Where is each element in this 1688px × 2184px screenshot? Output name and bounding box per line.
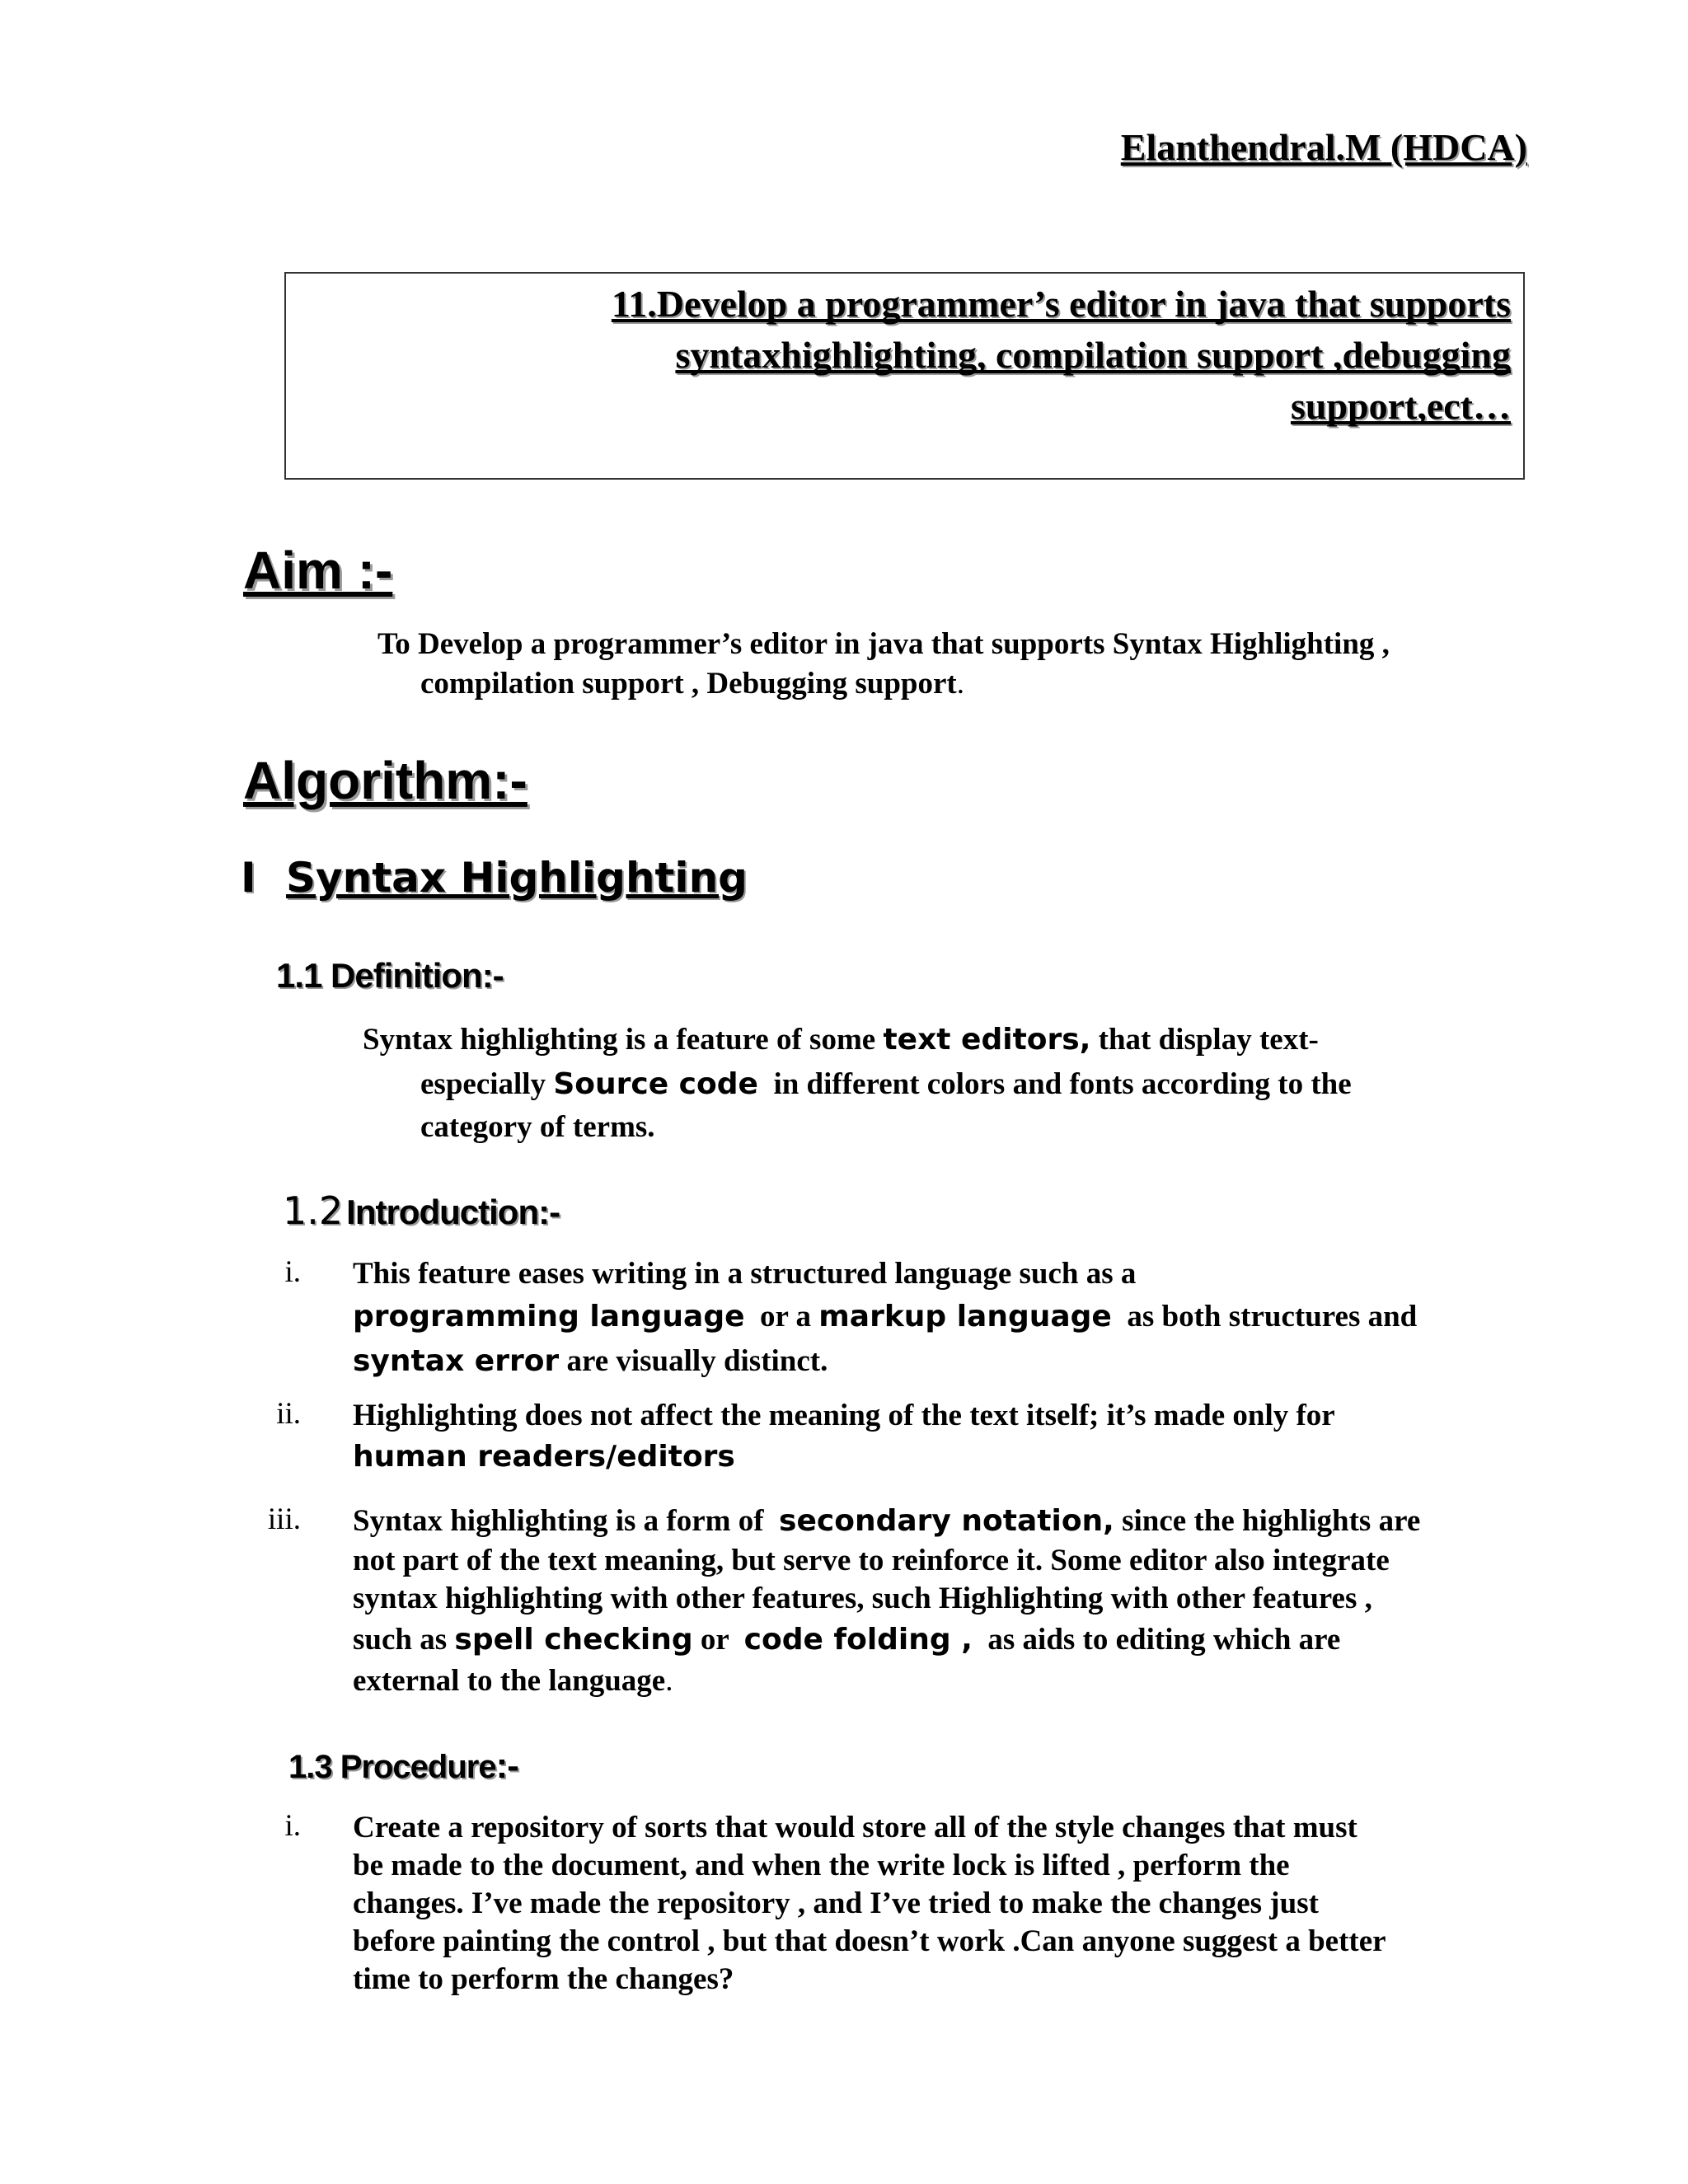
intro-i-line-1: This feature eases writing in a structured language such as a	[353, 1257, 1137, 1291]
intro-numeral-i: i.	[284, 1255, 301, 1289]
title-line-1: 11.Develop a programmer’s editor in java that supports	[611, 283, 1511, 325]
intro-i-l2-mid: or a	[744, 1300, 819, 1333]
term-human-readers: human readers/editors	[353, 1440, 735, 1474]
intro-i-l3-end: are visually distinct.	[559, 1344, 828, 1378]
intro-numeral-ii: ii.	[276, 1397, 301, 1431]
term-markup-language: markup language	[818, 1300, 1112, 1333]
intro-iii-l5-end: .	[665, 1664, 673, 1698]
intro-i-line-2	[353, 1297, 1417, 1337]
procedure-i-line-2: be made to the document, and when the write lock is lifted , perform the	[353, 1849, 1290, 1882]
definition-line-3: category of terms.	[420, 1110, 655, 1144]
intro-numeral-iii: iii.	[267, 1502, 301, 1536]
intro-iii-line-4	[353, 1620, 1340, 1660]
definition-line-1	[363, 1020, 1319, 1060]
aim-line-2-end: .	[956, 667, 964, 701]
procedure-i-line-3: changes. I’ve made the repository , and I’ve tried to make the changes just	[353, 1886, 1319, 1920]
aim-line-1: To Develop a programmer’s editor in java that supports Syntax Highlighting ,	[377, 627, 1390, 661]
intro-ii-line-1: Highlighting does not affect the meaning of the text itself; it’s made only for	[353, 1399, 1335, 1432]
author-name: Elanthendral.M (HDCA)	[1120, 126, 1527, 168]
term-programming-language: programming language	[353, 1300, 745, 1333]
aim-line-2-text: compilation support , Debugging support	[420, 667, 957, 701]
intro-i-line-3	[353, 1342, 828, 1381]
definition-l1-a: Syntax highlighting is a feature of some	[363, 1023, 884, 1057]
term-spell-checking: spell checking	[454, 1623, 693, 1657]
title-box	[284, 272, 1525, 480]
definition-l1-b: that display text-	[1090, 1023, 1319, 1057]
intro-i-l2-end: as both structures and	[1111, 1300, 1418, 1333]
intro-iii-l1-b: since the highlights are	[1114, 1504, 1421, 1538]
title-line-2: syntaxhighlighting, compilation support ,debugging	[675, 334, 1511, 376]
section-title: Syntax Highlighting	[286, 854, 748, 902]
intro-iii-l4-a: such as	[353, 1623, 455, 1657]
introduction-heading-text: Introduction:-	[346, 1193, 560, 1231]
algorithm-heading: Algorithm:-	[243, 751, 528, 810]
intro-iii-line-2: not part of the text meaning, but serve to reinforce it. Some editor also integrate	[353, 1544, 1390, 1577]
procedure-numeral-i: i.	[284, 1809, 301, 1843]
aim-line-2	[420, 664, 964, 704]
definition-l2-a: especially	[420, 1067, 554, 1101]
intro-iii-l4-mid: or	[692, 1623, 744, 1657]
procedure-i-line-5: time to perform the changes?	[353, 1962, 734, 1996]
term-code-folding: code folding ,	[743, 1623, 973, 1657]
intro-iii-l5: external to the language	[353, 1664, 666, 1698]
introduction-heading	[283, 1188, 560, 1233]
definition-l2-b: in different colors and fonts according to the	[757, 1067, 1352, 1101]
term-source-code: Source code	[553, 1067, 758, 1101]
procedure-heading	[288, 1746, 518, 1787]
intro-iii-l1-a: Syntax highlighting is a form of	[353, 1504, 780, 1538]
procedure-heading-text: 1.3 Procedure	[288, 1749, 496, 1785]
intro-iii-line-1	[353, 1502, 1420, 1541]
term-text-editors: text editors,	[883, 1023, 1091, 1057]
section-number: I	[241, 854, 256, 902]
term-secondary-notation: secondary notation,	[779, 1504, 1114, 1538]
definition-line-2	[420, 1065, 1352, 1104]
definition-heading: 1.1 Definition:-	[276, 956, 504, 995]
procedure-i-line-1: Create a repository of sorts that would store all of the style changes that must	[353, 1811, 1357, 1844]
procedure-i-line-4: before painting the control , but that doesn’t work .Can anyone suggest a better	[353, 1924, 1386, 1958]
intro-iii-line-3: syntax highlighting with other features, such Highlighting with other features ,	[353, 1582, 1372, 1615]
procedure-heading-suffix: :-	[495, 1746, 518, 1786]
title-line-3: support,ect…	[1290, 385, 1511, 427]
introduction-heading-num: 1.2	[283, 1188, 344, 1233]
aim-heading: Aim :-	[243, 541, 393, 600]
intro-iii-l4-b: as aids to editing which are	[972, 1623, 1341, 1657]
intro-iii-line-5	[353, 1661, 673, 1701]
term-syntax-error: syntax error	[353, 1344, 560, 1378]
intro-ii-line-2	[353, 1437, 735, 1477]
